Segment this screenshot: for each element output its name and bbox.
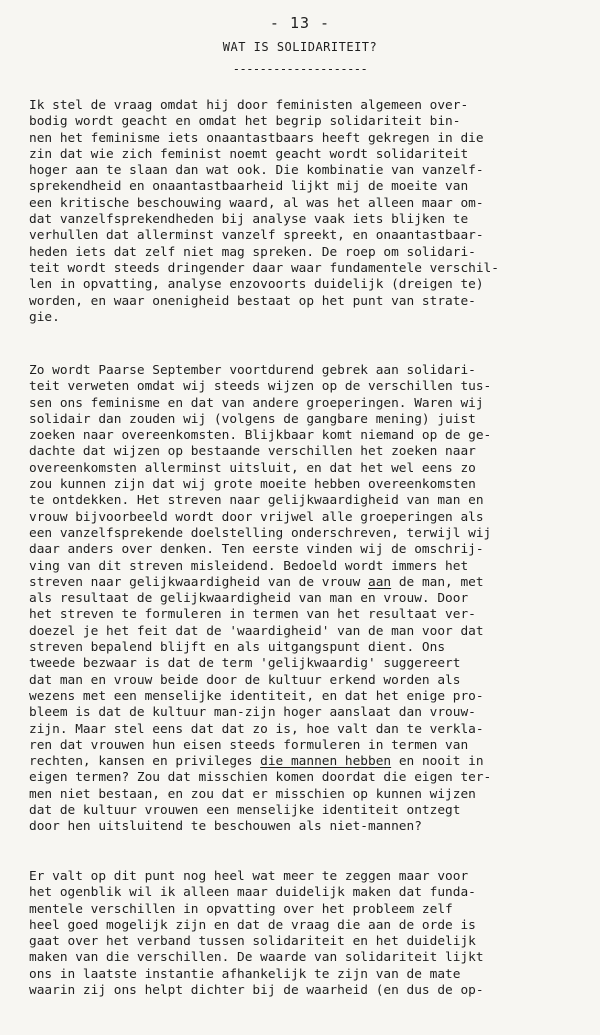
text-line: bodig wordt geacht en omdat het begrip solidariteit bin- — [29, 114, 461, 130]
underlined-phrase: die mannen hebben — [260, 754, 392, 770]
text-line: waarin zij ons helpt dichter bij de waarheid (en dus de op- — [29, 983, 484, 999]
text-line: ving van dit streven misleidend. Bedoeld wordt immers het — [29, 558, 469, 574]
text-line: sprekendheid en onaantastbaarheid lijkt mij de moeite van — [29, 179, 469, 195]
text-line: bleem is dat de kultuur man-zijn hoger aanslaat dan vrouw- — [29, 705, 476, 721]
page-title: WAT IS SOLIDARITEIT? — [222, 40, 378, 54]
text-line: rechten, kansen en privileges die mannen hebben en nooit in — [29, 754, 484, 770]
text-line: gie. — [29, 309, 60, 325]
text-line: ons in laatste instantie afhankelijk te zijn van de mate — [29, 966, 461, 982]
text-line: streven naar gelijkwaardigheid van de vrouw aan de man, met — [29, 574, 484, 590]
text-line: een vanzelfsprekende doelstelling onderschreven, terwijl wij — [29, 525, 492, 541]
title-underline: -------------------- — [232, 62, 368, 76]
text-line: Er valt op dit punt nog heel wat meer te zeggen maar voor — [29, 869, 469, 884]
text-line: worden, en waar onenigheid bestaat op het punt van strate- — [29, 293, 476, 309]
text-line: tweede bezwaar is dat de term 'gelijkwaardig' suggereert — [29, 656, 461, 672]
text-line: zoeken naar overeenkomsten. Blijkbaar komt niemand op de ge- — [29, 428, 492, 444]
text-line: een kritische beschouwing waard, al was het alleen maar om- — [29, 195, 484, 211]
text-line: hoger aan te slaan dan wat ook. Die kombinatie van vanzelf- — [29, 163, 484, 179]
text-line: eigen termen? Zou dat misschien komen doordat die eigen ter- — [29, 770, 492, 786]
text-line: gaat over het verband tussen solidariteit en het duidelijk — [29, 934, 476, 950]
text-line: men niet bestaan, en zou dat er misschien op kunnen wijzen — [29, 786, 476, 802]
text-line: solidair dan zouden wij (volgens de gangbare mening) juist — [29, 411, 476, 427]
text-line: verhullen dat allerminst vanzelf spreekt, en onaantastbaar- — [29, 228, 484, 244]
text-line: len in opvatting, analyse enzovoorts duidelijk (dreigen te) — [29, 277, 484, 293]
text-line: teit wordt steeds dringender daar waar fundamentele verschil- — [29, 260, 499, 276]
underlined-phrase: aan — [368, 574, 392, 590]
text-line: doezel je het feit dat de 'waardigheid' van de man voor dat — [29, 623, 484, 639]
text-line: sen ons feminisme en dat van andere groeperingen. Waren wij — [29, 395, 484, 411]
text-line: het ogenblik wil ik alleen maar duidelijk maken dat funda- — [29, 885, 476, 901]
text-line: zin dat wie zich feminist noemt geacht wordt solidariteit — [29, 146, 469, 162]
text-line: Zo wordt Paarse September voortdurend gebrek aan solidari- — [29, 363, 476, 378]
text-line: door hen uitsluitend te beschouwen als niet-mannen? — [29, 819, 422, 835]
text-line: dat de kultuur vrouwen een menselijke identiteit ontzegt — [29, 803, 461, 819]
text-line: vrouw bijvoorbeeld wordt door vrijwel alle groeperingen als — [29, 509, 484, 525]
page-number: - 13 - — [269, 14, 331, 32]
text-line: dat vanzelfsprekendheden bij analyse vaak iets blijken te — [29, 212, 469, 228]
text-line: overeenkomsten allerminst uitsluit, en dat het wel eens zo — [29, 460, 476, 476]
text-line: heden iets dat zelf niet mag spreken. De roep om solidari- — [29, 244, 476, 260]
text-line: mentele verschillen in opvatting over het probleem zelf — [29, 901, 453, 917]
text-line: daar anders over denken. Ten eerste vinden wij de omschrij- — [29, 542, 484, 558]
text-line: heel goed mogelijk zijn en dat de vraag die aan de orde is — [29, 917, 476, 933]
text-line: zou kunnen zijn dat wij grote moeite hebben overeenkomsten — [29, 477, 476, 493]
text-line: ren dat vrouwen hun eisen steeds formuleren in termen van — [29, 737, 469, 753]
text-line: te ontdekken. Het streven naar gelijkwaardigheid van man en — [29, 493, 484, 509]
text-line: dat man en vrouw beide door de kultuur erkend worden als — [29, 672, 461, 688]
text-line: Ik stel de vraag omdat hij door feministen algemeen over- — [29, 98, 469, 113]
text-line: zijn. Maar stel eens dat dat zo is, hoe valt dan te verkla- — [29, 721, 484, 737]
text-line: maken van die verschillen. De waarde van solidariteit lijkt — [29, 950, 484, 966]
text-line: nen het feminisme iets onaantastbaars heeft gekregen in die — [29, 130, 484, 146]
text-line: streven bepalend blijft en als uitgangspunt dient. Ons — [29, 640, 446, 656]
paragraph-2 — [29, 363, 574, 836]
text-line: het streven te formuleren in termen van het resultaat ver- — [29, 607, 476, 623]
text-line: dachte dat wijzen op bestaande verschillen het zoeken naar — [29, 444, 476, 460]
text-line: wezens met een menselijke identiteit, en dat het enige pro- — [29, 688, 484, 704]
text-line: teit verweten omdat wij steeds wijzen op de verschillen tus- — [29, 379, 492, 395]
paragraph-1 — [29, 98, 574, 326]
text-line: als resultaat de gelijkwaardigheid van man en vrouw. Door — [29, 591, 469, 607]
paragraph-3 — [29, 869, 574, 999]
